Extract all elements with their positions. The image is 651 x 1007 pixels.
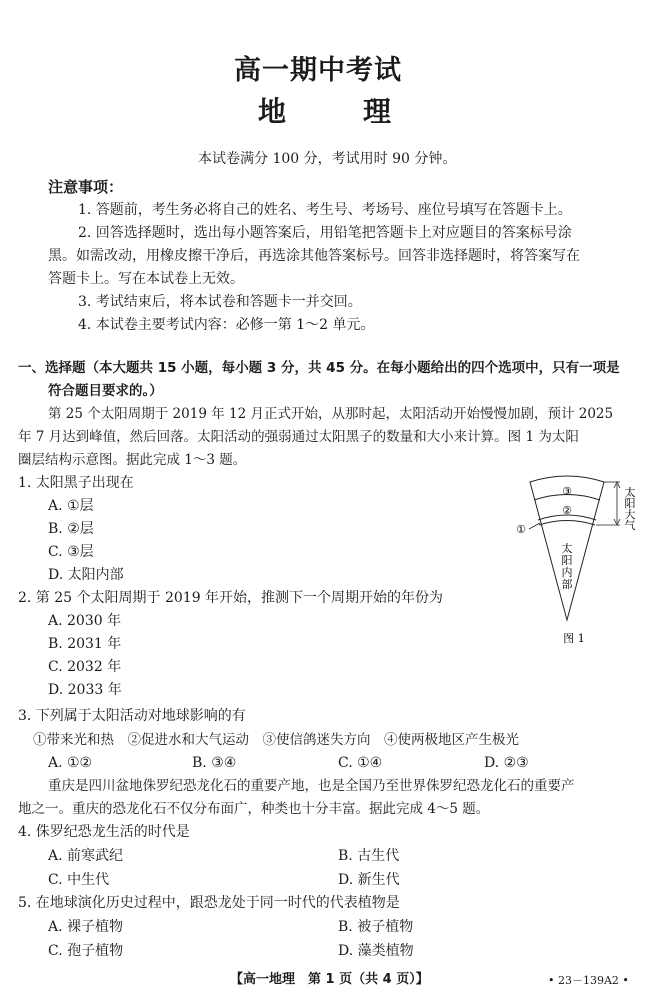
passage1-line3: 圈层结构示意图。据此完成 1～3 题。 (18, 452, 247, 468)
q3-option-a: A. ①② (48, 755, 93, 771)
q3-items: ①带来光和热 ②促进水和大气运动 ③使信鸽迷失方向 ④使两极地区产生极光 (33, 732, 519, 748)
q2-option-c: C. 2032 年 (48, 659, 122, 675)
q3-option-c: C. ①④ (338, 755, 383, 771)
passage2-line1: 重庆是四川盆地侏罗纪恐龙化石的重要产地，也是全国乃至世界侏罗纪恐龙化石的重要产 (48, 778, 575, 794)
interior-label-1: 太 (561, 542, 573, 555)
interior-label-4: 部 (561, 578, 573, 591)
q1-stem: 1. 太阳黑子出现在 (18, 475, 134, 491)
solar-structure-figure (500, 470, 650, 650)
q4-option-a: A. 前寒武纪 (48, 848, 124, 864)
layer-boundary-1 (539, 521, 595, 526)
q1-option-d: D. 太阳内部 (48, 567, 124, 583)
q4-option-c: C. 中生代 (48, 872, 110, 888)
note-2b: 黑。如需改动，用橡皮擦干净后，再选涂其他答案标号。回答非选择题时，将答案写在 (48, 248, 580, 264)
atmosphere-label-4: 气 (624, 519, 636, 532)
q2-stem: 2. 第 25 个太阳周期于 2019 年开始，推测下一个周期开始的年份为 (18, 590, 444, 606)
subject-char-2: 理 (363, 95, 392, 128)
q3-option-b: B. ③④ (192, 755, 237, 771)
q4-option-b: B. 古生代 (338, 848, 400, 864)
q5-option-b: B. 被子植物 (338, 919, 414, 935)
layer-label-1: ① (516, 523, 526, 536)
passage2-line2: 地之一。重庆的恐龙化石不仅分布面广，种类也十分丰富。据此完成 4～5 题。 (18, 801, 490, 817)
figure-caption: 图 1 (563, 632, 585, 645)
q2-option-d: D. 2033 年 (48, 682, 122, 698)
section-heading: 一、选择题（本大题共 15 小题，每小题 3 分，共 45 分。在每小题给出的四个选项中，只有一项是 (18, 360, 620, 376)
q4-option-d: D. 新生代 (338, 872, 400, 888)
q2-option-a: A. 2030 年 (48, 613, 122, 629)
note-3: 3. 考试结束后，将本试卷和答题卡一并交回。 (78, 294, 362, 310)
q4-stem: 4. 侏罗纪恐龙生活的时代是 (18, 824, 190, 840)
layer-label-2: ② (562, 504, 572, 517)
passage1-line2: 年 7 月达到峰值，然后回落。太阳活动的强弱通过太阳黑子的数量和大小来计算。图 1 为太阳 (18, 429, 579, 445)
paper-code: • 23－139A2 • (548, 974, 629, 987)
section-heading-cont: 符合题目要求的。） (48, 383, 163, 399)
note-1: 1. 答题前，考生务必将自己的姓名、考生号、考场号、座位号填写在答题卡上。 (78, 202, 572, 218)
q1-option-b: B. ②层 (48, 521, 94, 537)
atmosphere-label-1: 太 (624, 486, 636, 499)
q5-option-c: C. 孢子植物 (48, 943, 124, 959)
note-4: 4. 本试卷主要考试内容：必修一第 1～2 单元。 (78, 317, 375, 333)
interior-label-2: 阳 (561, 554, 573, 567)
q5-option-d: D. 藻类植物 (338, 943, 414, 959)
page-footer: 【高一地理 第 1 页（共 4 页）】 (230, 972, 429, 987)
q3-option-d: D. ②③ (484, 755, 529, 771)
passage1-line1: 第 25 个太阳周期于 2019 年 12 月正式开始，从那时起，太阳活动开始慢慢加剧，预计 2025 (48, 406, 614, 422)
q5-option-a: A. 裸子植物 (48, 919, 124, 935)
interior-label-3: 内 (561, 566, 573, 579)
notes-heading: 注意事项： (48, 178, 124, 196)
exam-info: 本试卷满分 100 分，考试用时 90 分钟。 (198, 151, 457, 167)
note-2a: 2. 回答选择题时，选出每小题答案后，用铅笔把答题卡上对应题目的答案标号涂 (78, 225, 572, 241)
q5-stem: 5. 在地球演化历史过程中，跟恐龙处于同一时代的代表植物是 (18, 895, 400, 911)
q1-option-c: C. ③层 (48, 544, 94, 560)
note-2c: 答题卡上。写在本试卷上无效。 (48, 271, 244, 287)
q2-option-b: B. 2031 年 (48, 636, 122, 652)
exam-title: 高一期中考试 (234, 55, 402, 86)
q1-option-a: A. ①层 (48, 498, 94, 514)
layer-label-3: ③ (562, 485, 572, 498)
subject-char-1: 地 (258, 95, 287, 128)
atmosphere-label-3: 大 (624, 508, 636, 521)
atmosphere-label-2: 阳 (624, 497, 636, 510)
q3-stem: 3. 下列属于太阳活动对地球影响的有 (18, 708, 246, 724)
